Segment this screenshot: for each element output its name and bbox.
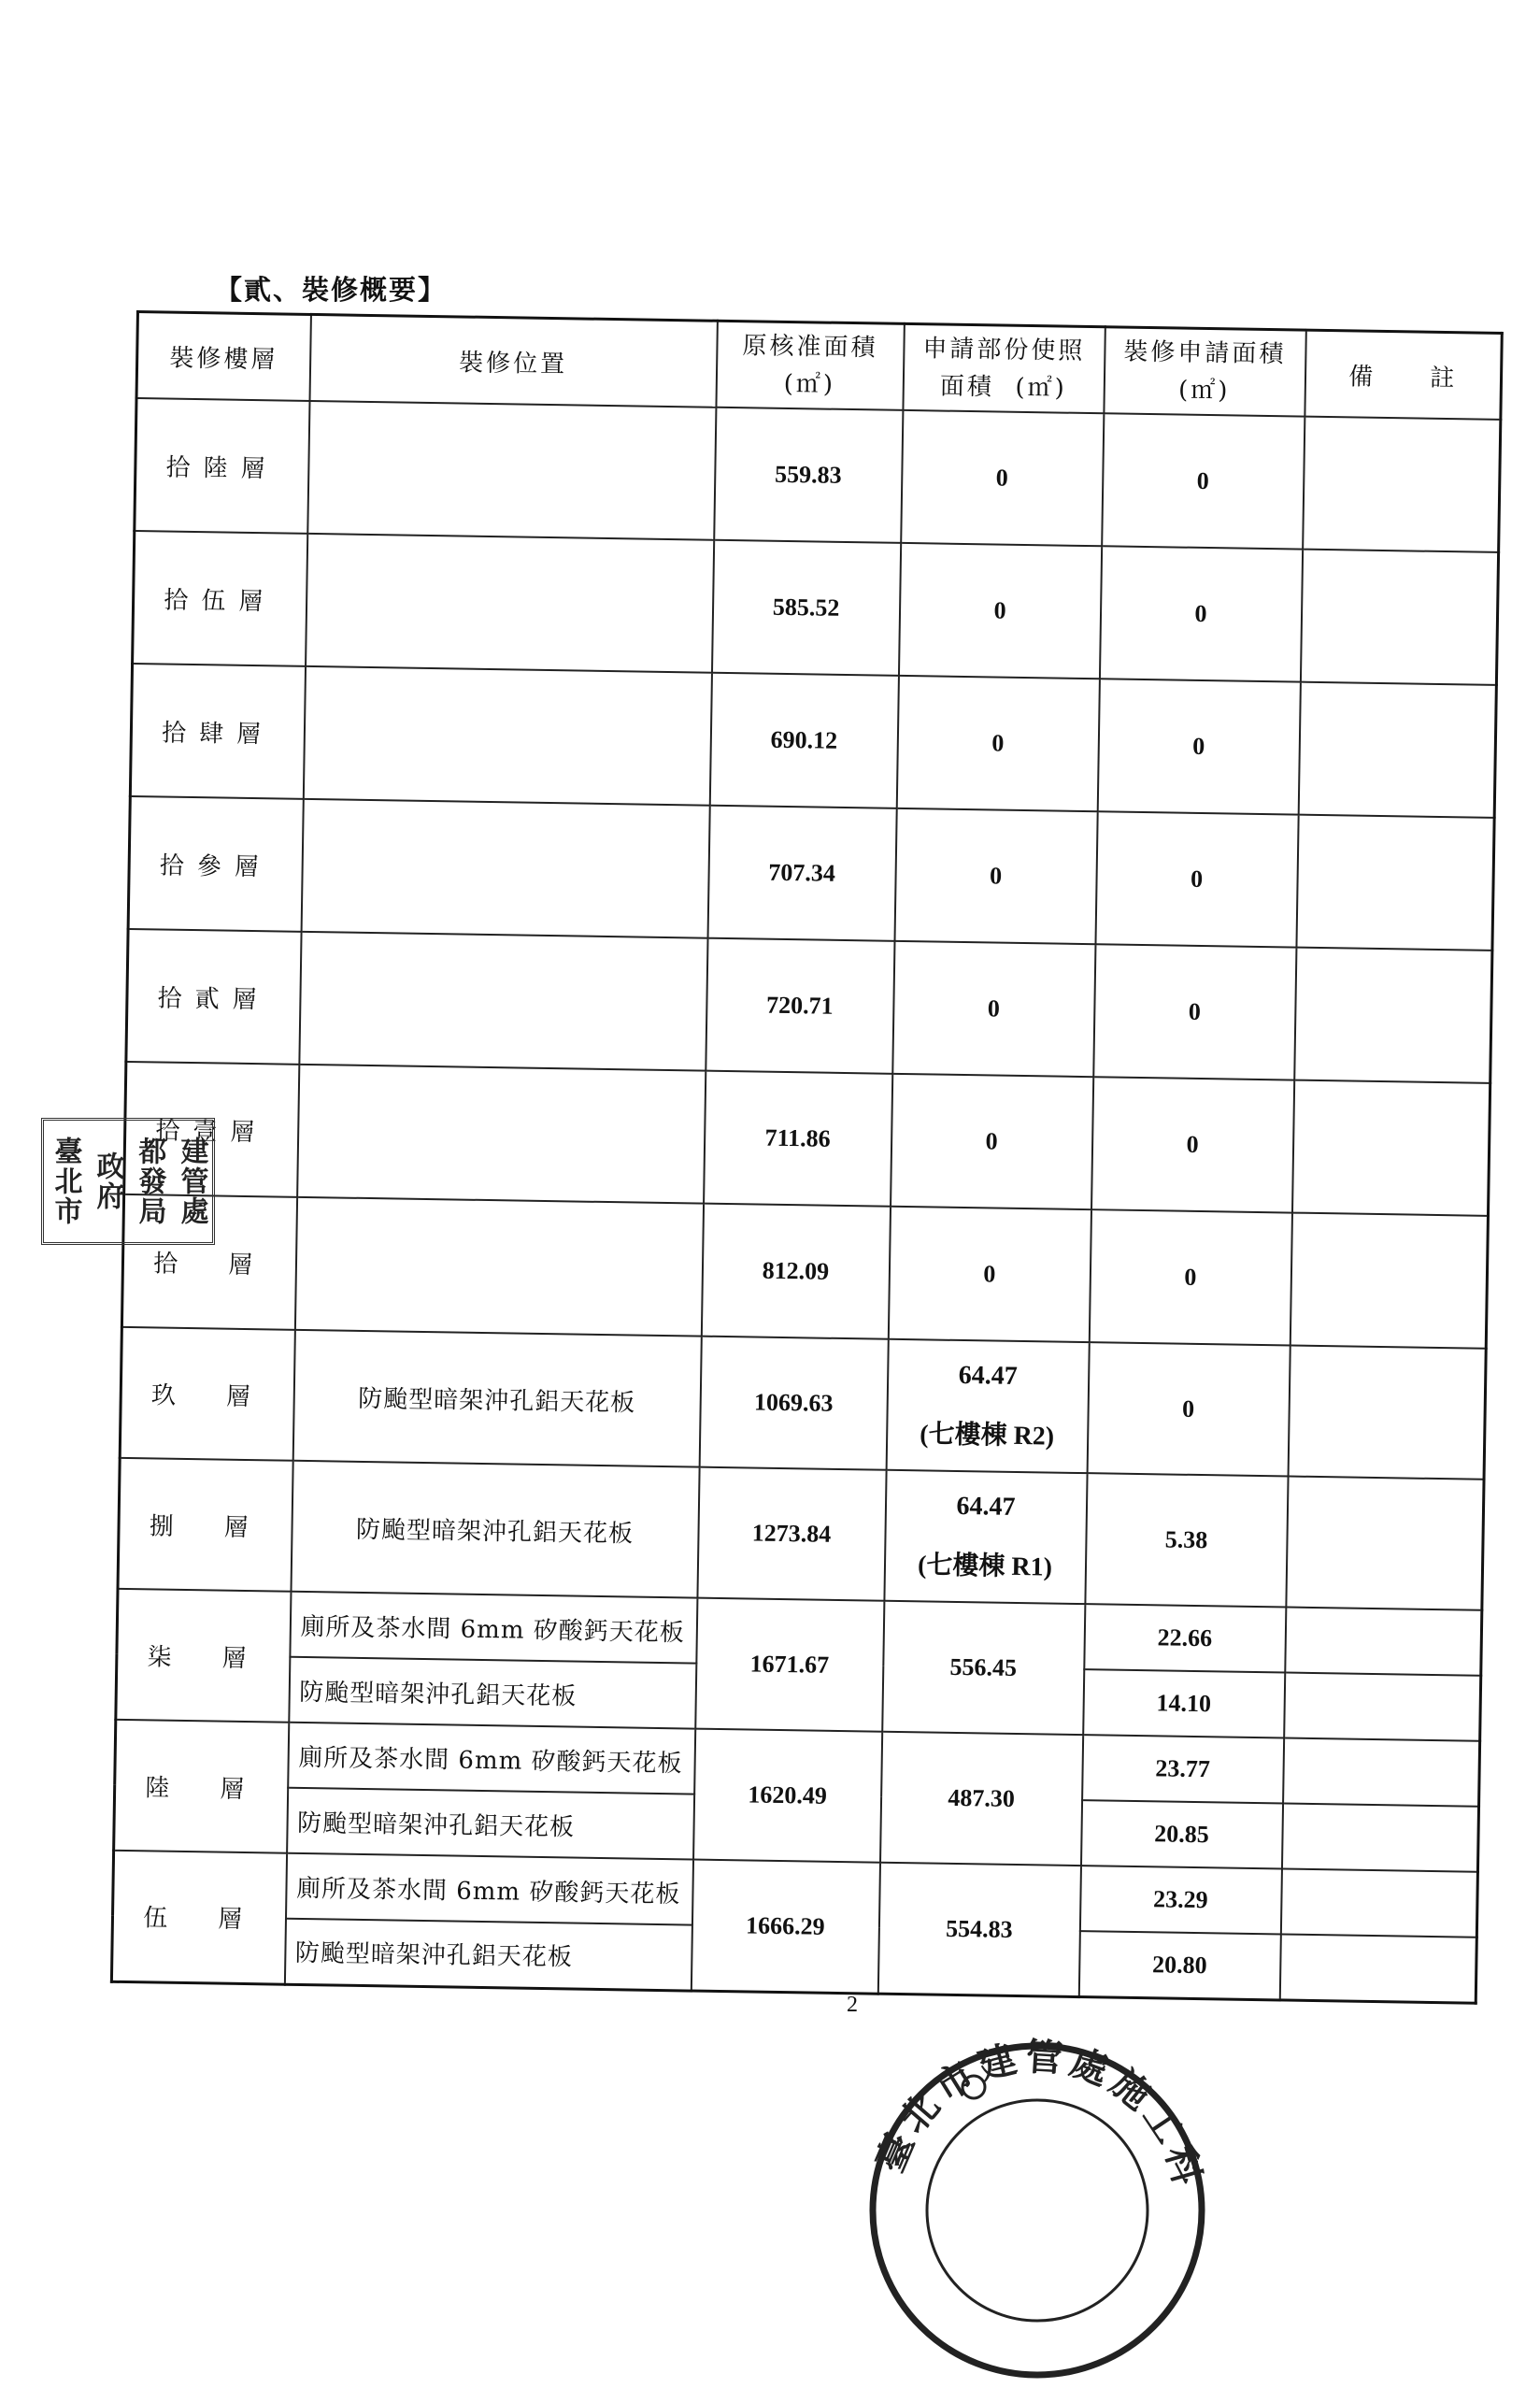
floor-cell: 伍 層 [111, 1851, 286, 1984]
permit-area-cell: 487.30 [880, 1732, 1083, 1866]
approved-area-cell: 585.52 [711, 540, 900, 676]
renovation-summary-table [110, 310, 1504, 2004]
renovation-area-cell: 23.77 [1082, 1735, 1284, 1803]
renovation-summary-sheet [110, 310, 1501, 2025]
remarks-cell [1294, 948, 1492, 1083]
position-cell: 廁所及茶水間 6mm 矽酸鈣天花板 [285, 1853, 692, 1925]
floor-cell: 拾陸層 [135, 398, 309, 534]
remarks-cell [1291, 1080, 1490, 1216]
remarks-cell [1280, 1868, 1477, 1937]
table-row [121, 1194, 1488, 1349]
floor-cell: 陸 層 [114, 1720, 289, 1853]
remarks-cell [1286, 1477, 1484, 1610]
header-renovation-area: 裝修申請面積 (㎡) [1104, 327, 1305, 417]
renovation-area-cell: 22.66 [1084, 1604, 1286, 1672]
position-cell [299, 932, 707, 1071]
floor-cell: 拾肆層 [130, 664, 305, 799]
remarks-cell [1303, 417, 1501, 552]
remarks-cell [1283, 1737, 1480, 1806]
official-seal-icon [860, 2033, 1215, 2388]
position-cell [307, 401, 716, 540]
position-cell [294, 1197, 703, 1337]
remarks-cell [1279, 1934, 1476, 2002]
header-remarks: 備 註 [1305, 330, 1502, 420]
renovation-area-cell: 20.85 [1080, 1800, 1282, 1868]
stamp-text: 建管處 [175, 1137, 208, 1226]
renovation-area-cell: 0 [1097, 679, 1300, 814]
renovation-area-cell: 0 [1093, 944, 1296, 1080]
floor-cell: 拾參層 [128, 796, 303, 932]
position-cell: 防颱型暗架沖孔鋁天花板 [287, 1788, 694, 1860]
position-cell: 防颱型暗架沖孔鋁天花板 [291, 1461, 699, 1598]
table-row [130, 664, 1496, 818]
table-row [118, 1458, 1484, 1610]
permit-area-cell: 556.45 [882, 1601, 1085, 1735]
approved-area-cell: 711.86 [704, 1071, 892, 1207]
renovation-area-cell: 20.80 [1078, 1931, 1280, 1999]
approved-area-cell: 559.83 [714, 408, 903, 543]
stamp-text: 都發局 [133, 1137, 166, 1226]
renovation-area-cell: 0 [1087, 1342, 1290, 1476]
approved-area-cell: 690.12 [709, 673, 898, 808]
seal-text: 臺北市建管處施工科 [868, 2034, 1211, 2195]
table-row [128, 796, 1494, 951]
position-cell [306, 534, 714, 673]
stamp-text: 臺北市 [49, 1137, 82, 1226]
renovation-area-cell: 0 [1102, 413, 1305, 549]
header-permit-area: 申請部份使照 面積 (㎡) [903, 323, 1105, 413]
position-cell: 防颱型暗架沖孔鋁天花板 [292, 1330, 701, 1467]
permit-area-cell: 0 [898, 543, 1101, 679]
remarks-cell [1300, 550, 1498, 685]
remarks-cell [1296, 815, 1494, 951]
approved-area-cell: 707.34 [707, 806, 896, 941]
floor-cell: 柒 層 [116, 1589, 291, 1723]
remarks-cell [1281, 1803, 1478, 1871]
permit-area-cell [886, 1339, 1089, 1473]
position-cell: 防颱型暗架沖孔鋁天花板 [289, 1657, 696, 1729]
renovation-area-cell: 23.29 [1079, 1866, 1281, 1934]
table-row [126, 929, 1492, 1083]
approved-area-cell: 720.71 [706, 938, 894, 1074]
page-number: 2 [847, 1993, 858, 2017]
stamp-text: 政府 [91, 1151, 124, 1211]
renovation-area-cell: 0 [1095, 811, 1298, 947]
remarks-cell [1284, 1672, 1481, 1740]
section-title: 【貳、裝修概要】 [215, 274, 448, 306]
remarks-cell [1298, 682, 1496, 818]
approved-area-cell: 1671.67 [695, 1598, 884, 1732]
position-cell: 廁所及茶水間 6mm 矽酸鈣天花板 [288, 1723, 695, 1795]
header-position: 裝修位置 [309, 314, 717, 407]
floor-cell: 拾壹層 [124, 1062, 299, 1197]
table-row [133, 531, 1499, 685]
remarks-cell [1288, 1346, 1486, 1480]
header-approved-area: 原核准面積 (㎡) [716, 321, 904, 410]
permit-area-note: (七樓棟 R1) [917, 1551, 1053, 1582]
floor-cell: 玖 層 [120, 1327, 294, 1461]
renovation-area-cell: 0 [1099, 546, 1302, 681]
approved-area-cell: 1620.49 [693, 1729, 882, 1863]
position-cell [303, 666, 711, 806]
permit-area-value: 64.47 [958, 1360, 1018, 1391]
renovation-area-cell: 14.10 [1083, 1669, 1285, 1737]
header-floor: 裝修樓層 [136, 312, 310, 401]
floor-cell: 拾 層 [121, 1194, 296, 1330]
permit-area-value: 64.47 [956, 1491, 1016, 1522]
permit-area-cell: 0 [896, 676, 1099, 811]
svg-text:臺北市建管處施工科 [868, 2035, 1211, 2195]
renovation-area-cell: 0 [1089, 1209, 1291, 1345]
permit-area-cell: 554.83 [877, 1863, 1080, 1996]
table-row [120, 1327, 1486, 1480]
permit-area-cell: 0 [894, 808, 1097, 944]
floor-cell: 拾伍層 [133, 531, 307, 666]
permit-area-cell [884, 1470, 1087, 1604]
permit-area-cell: 0 [901, 410, 1104, 546]
renovation-area-cell: 5.38 [1085, 1473, 1288, 1607]
permit-area-cell: 0 [891, 1074, 1093, 1209]
approved-area-cell: 1069.63 [699, 1337, 888, 1470]
approved-area-cell: 1273.84 [697, 1467, 886, 1601]
permit-area-cell: 0 [888, 1207, 1091, 1342]
approved-area-cell: 812.09 [701, 1204, 890, 1339]
floor-cell: 捌 層 [118, 1458, 292, 1592]
position-cell: 廁所及茶水間 6mm 矽酸鈣天花板 [290, 1592, 697, 1664]
table-row [135, 398, 1501, 552]
position-cell: 防颱型暗架沖孔鋁天花板 [284, 1919, 692, 1991]
approval-stamp [41, 1118, 215, 1245]
position-cell [301, 799, 709, 938]
permit-area-cell: 0 [892, 941, 1095, 1077]
remarks-cell [1285, 1607, 1482, 1675]
position-cell [297, 1065, 706, 1204]
permit-area-note: (七樓棟 R2) [920, 1420, 1055, 1451]
remarks-cell [1290, 1213, 1488, 1349]
floor-cell: 拾貳層 [126, 929, 301, 1065]
renovation-area-cell: 0 [1091, 1077, 1294, 1212]
table-row [124, 1062, 1490, 1216]
approved-area-cell: 1666.29 [691, 1860, 879, 1994]
